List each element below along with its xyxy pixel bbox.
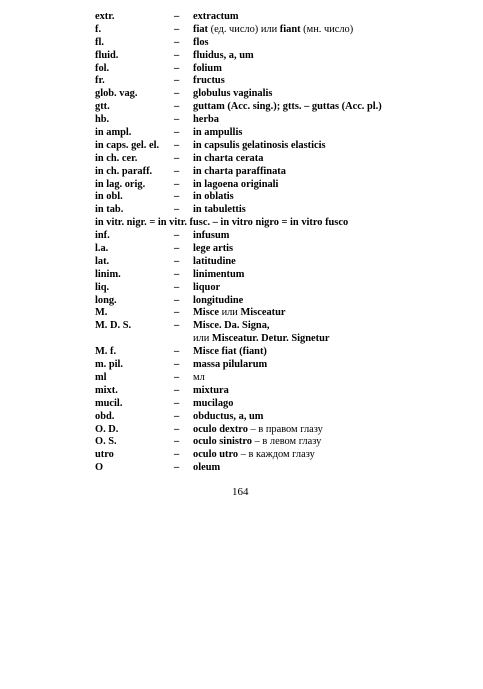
abbreviation: fr. (95, 75, 105, 87)
expansion: oculo sinistro – в левом глазу (193, 436, 322, 448)
full-line-entry: in vitr. nigr. = in vitr. fusc. – in vitro nigro = in vitro fusco (95, 217, 349, 229)
abbreviation: long. (95, 294, 117, 306)
dash: – (174, 49, 180, 61)
abbreviation: utro (95, 449, 114, 461)
list-item (95, 63, 415, 76)
expansion: in ampullis (193, 127, 243, 139)
expansion: infusum (193, 230, 230, 242)
abbreviation: in ch. paraff. (95, 165, 153, 177)
abbreviation: fluid. (95, 49, 119, 61)
list-item (95, 269, 415, 282)
expansion: oculo dextro – в правом глазу (193, 423, 323, 435)
expansion: folium (193, 62, 222, 74)
list-item (95, 179, 415, 192)
list-item (95, 153, 415, 166)
list-item (95, 204, 415, 217)
expansion: in tabulettis (193, 204, 246, 216)
page-number: 164 (232, 486, 249, 498)
list-item (95, 127, 415, 140)
expansion: liquor (193, 281, 221, 293)
abbreviation: m. pil. (95, 359, 124, 371)
expansion: in capsulis gelatinosis elasticis (193, 139, 326, 151)
dash: – (174, 101, 180, 113)
list-item (95, 11, 415, 24)
abbreviation: glob. vag. (95, 88, 138, 100)
list-item (95, 114, 415, 127)
expansion: oculo utro – в каждом глазу (193, 449, 315, 461)
dash: – (174, 178, 180, 190)
list-item (95, 243, 415, 256)
list-item-full-line (95, 217, 415, 230)
list-item (95, 140, 415, 153)
abbreviation: M. f. (95, 346, 117, 358)
dash: – (174, 462, 180, 474)
list-item (95, 166, 415, 179)
expansion: fiat (ед. число) или fiant (мн. число) (193, 23, 354, 35)
abbreviation: linim. (95, 268, 121, 280)
expansion: longitudine (193, 294, 244, 306)
list-item (95, 24, 415, 37)
abbreviation: f. (95, 23, 102, 35)
dash: – (174, 397, 180, 409)
dash: – (174, 281, 180, 293)
expansion: globulus vaginalis (193, 88, 273, 100)
dash: – (174, 371, 180, 383)
dash: – (174, 204, 180, 216)
expansion: in charta paraffinata (193, 165, 286, 177)
dash: – (174, 127, 180, 139)
expansion: Misce fiat (fiant) (193, 346, 267, 358)
expansion: herba (193, 114, 219, 126)
dash: – (174, 36, 180, 48)
dash: – (174, 268, 180, 280)
list-item (95, 37, 415, 50)
list-item (95, 295, 415, 308)
abbreviation: O. D. (95, 423, 119, 435)
dash: – (174, 423, 180, 435)
dash: – (174, 307, 180, 319)
expansion: extractum (193, 11, 239, 22)
dash: – (174, 294, 180, 306)
list-item (95, 411, 415, 424)
expansion: mucilago (193, 397, 234, 409)
dash: – (174, 436, 180, 448)
dash: – (174, 114, 180, 126)
expansion: linimentum (193, 268, 245, 280)
list-item (95, 372, 415, 385)
expansion: flos (193, 36, 209, 48)
dash: – (174, 88, 180, 100)
abbreviation-list (95, 11, 415, 475)
list-item (95, 320, 415, 333)
expansion: guttam (Acc. sing.); gtts. – guttas (Acc. pl.) (193, 101, 382, 113)
list-item (95, 50, 415, 63)
abbreviation: ml (95, 371, 107, 383)
list-item (95, 230, 415, 243)
expansion: obductus, a, um (193, 410, 264, 422)
abbreviation: O (95, 462, 104, 474)
abbreviation: hb. (95, 114, 110, 126)
list-item (95, 449, 415, 462)
abbreviation: fol. (95, 62, 110, 74)
abbreviation: in caps. gel. el. (95, 139, 160, 151)
abbreviation: fl. (95, 36, 104, 48)
dash: – (174, 191, 180, 203)
expansion: oleum (193, 462, 221, 474)
list-item (95, 385, 415, 398)
dash: – (174, 255, 180, 267)
list-item (95, 462, 415, 475)
dash: – (174, 359, 180, 371)
expansion: fructus (193, 75, 225, 87)
dash: – (174, 384, 180, 396)
list-item (95, 101, 415, 114)
expansion: Misce или Misceatur (193, 307, 286, 319)
dash: – (174, 346, 180, 358)
list-item-continuation (95, 333, 415, 346)
expansion: latitudine (193, 255, 236, 267)
list-item (95, 191, 415, 204)
abbreviation: inf. (95, 230, 110, 242)
abbreviation: gtt. (95, 101, 110, 113)
dash: – (174, 152, 180, 164)
abbreviation: lat. (95, 255, 110, 267)
expansion: Misce. Da. Signa, (193, 320, 270, 332)
abbreviation: in obl. (95, 191, 123, 203)
expansion: massa pilularum (193, 359, 268, 371)
abbreviation: l.a. (95, 243, 109, 255)
abbreviation: in lag. orig. (95, 178, 146, 190)
abbreviation: obd. (95, 410, 115, 422)
expansion: или Misceatur. Detur. Signetur (193, 333, 330, 345)
dash: – (174, 410, 180, 422)
expansion: fluidus, a, um (193, 49, 254, 61)
abbreviation: M. D. S. (95, 320, 132, 332)
dash: – (174, 75, 180, 87)
list-item (95, 346, 415, 359)
abbreviation: mixt. (95, 384, 118, 396)
expansion: mixtura (193, 384, 229, 396)
abbreviation: mucil. (95, 397, 123, 409)
expansion: мл (193, 371, 205, 383)
dash: – (174, 165, 180, 177)
dash: – (174, 449, 180, 461)
list-item (95, 282, 415, 295)
abbreviation: in ampl. (95, 127, 132, 139)
dash: – (174, 62, 180, 74)
abbreviation: liq. (95, 281, 110, 293)
dash: – (174, 23, 180, 35)
list-item (95, 88, 415, 101)
list-item (95, 75, 415, 88)
list-item (95, 307, 415, 320)
list-item (95, 359, 415, 372)
abbreviation: extr. (95, 11, 115, 22)
dash: – (174, 243, 180, 255)
dash: – (174, 139, 180, 151)
abbreviation: in ch. cer. (95, 152, 138, 164)
list-item (95, 436, 415, 449)
abbreviation: in tab. (95, 204, 124, 216)
expansion: in oblatis (193, 191, 234, 203)
list-item (95, 256, 415, 269)
expansion: lege artis (193, 243, 234, 255)
expansion: in charta cerata (193, 152, 264, 164)
dash: – (174, 11, 180, 22)
abbreviation: O. S. (95, 436, 117, 448)
dash: – (174, 320, 180, 332)
dash: – (174, 230, 180, 242)
abbreviation: M. (95, 307, 108, 319)
list-item (95, 398, 415, 411)
expansion: in lagoena originali (193, 178, 279, 190)
list-item (95, 424, 415, 437)
